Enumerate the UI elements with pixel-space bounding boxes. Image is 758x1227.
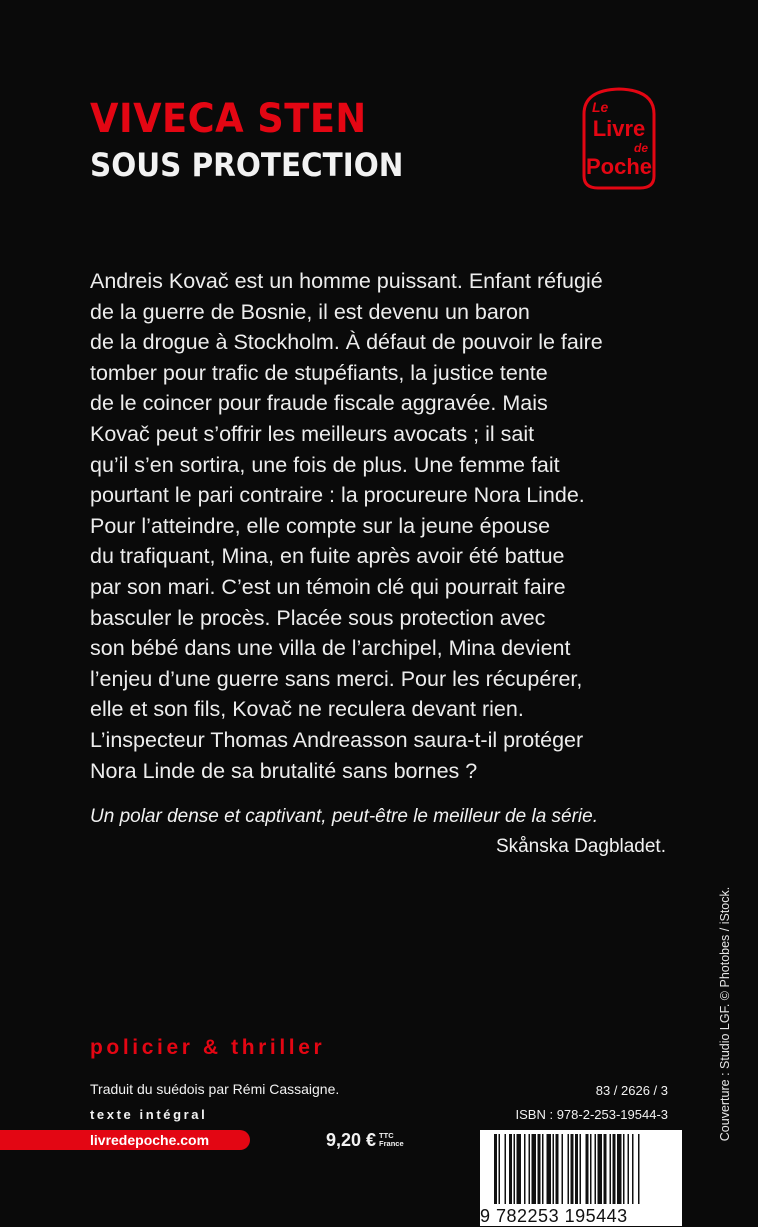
logo-line-de: de <box>634 141 649 155</box>
barcode-bar <box>632 1134 634 1204</box>
barcode-bar <box>571 1134 574 1204</box>
blurb-line: du trafiquant, Mina, en fuite après avoir été battue <box>90 544 565 569</box>
barcode-bar <box>604 1134 607 1204</box>
logo-line-livre: Livre <box>592 116 646 141</box>
le-livre-de-poche-logo-icon <box>578 84 660 194</box>
barcode-digits <box>480 1206 682 1227</box>
barcode-bar <box>524 1134 526 1204</box>
price-suffix-ttc: TTC <box>379 1131 394 1140</box>
barcode-bar <box>553 1134 555 1204</box>
barcode-bar <box>586 1134 589 1204</box>
barcode-bar <box>595 1134 597 1204</box>
barcode-bar <box>514 1134 516 1204</box>
barcode-bar <box>509 1134 512 1204</box>
translator-credit: Traduit du suédois par Rémi Cassaigne. <box>90 1081 340 1097</box>
price <box>326 1130 404 1151</box>
barcode-bar <box>623 1134 625 1204</box>
isbn-number: ISBN : 978-2-253-19544-3 <box>515 1107 668 1122</box>
barcode-digits-text: 9 782253 195443 <box>480 1206 628 1226</box>
cover-credit-text: Couverture : Studio LGF. © Photobes / iStock. <box>718 886 733 1142</box>
barcode-bar <box>638 1134 640 1204</box>
barcode-bar <box>494 1134 497 1204</box>
barcode-bar <box>529 1134 531 1204</box>
barcode-bar <box>547 1134 552 1204</box>
logo-line-le: Le <box>592 99 609 115</box>
blurb-line: Nora Linde de sa brutalité sans bornes ? <box>90 758 478 783</box>
review-quote: Un polar dense et captivant, peut-être le meilleur de la série. <box>90 806 598 827</box>
blurb-line: pourtant le pari contraire : la procureure Nora Linde. <box>90 483 585 508</box>
barcode-bar <box>562 1134 564 1204</box>
cover-credit <box>712 874 738 1154</box>
book-title: SOUS PROTECTION <box>90 146 404 184</box>
price-suffix <box>379 1132 404 1148</box>
website-link[interactable]: livredepoche.com <box>90 1132 210 1148</box>
barcode-bar <box>610 1134 612 1204</box>
barcode-bar <box>538 1134 541 1204</box>
blurb-line: l’enjeu d’une guerre sans merci. Pour les récupérer, <box>90 666 583 691</box>
blurb-line: L’inspecteur Thomas Andreasson saura-t-il protéger <box>90 727 584 752</box>
barcode-bar <box>517 1134 522 1204</box>
blurb-line: Kovač peut s’offrir les meilleurs avocats ; il sait <box>90 421 535 446</box>
author-name: VIVECA STEN <box>90 96 367 142</box>
price-value: 9,20 € <box>326 1130 377 1150</box>
barcode-bar <box>568 1134 570 1204</box>
blurb-line: tomber pour trafic de stupéfiants, la justice tente <box>90 360 548 385</box>
blurb-line: Pour l’atteindre, elle compte sur la jeune épouse <box>90 513 551 538</box>
barcode-bar <box>575 1134 578 1204</box>
barcode-bar <box>542 1134 544 1204</box>
blurb-line: elle et son fils, Kovač ne reculera devant rien. <box>90 697 524 722</box>
barcode-bar <box>499 1134 501 1204</box>
blurb-line: de la guerre de Bosnie, il est devenu un baron <box>90 299 530 324</box>
blurb-line: de la drogue à Stockholm. À défaut de pouvoir le faire <box>90 330 603 355</box>
barcode-bar <box>556 1134 559 1204</box>
genre-label: policier & thriller <box>90 1036 326 1059</box>
back-cover-blurb <box>90 266 650 786</box>
barcode-bar <box>628 1134 630 1204</box>
logo-line-poche: Poche <box>585 154 653 179</box>
blurb-line: de le coincer pour fraude fiscale aggravée. Mais <box>90 391 548 416</box>
blurb-line: basculer le procès. Placée sous protection avec <box>90 605 546 630</box>
barcode-bar <box>590 1134 592 1204</box>
barcode-bar <box>532 1134 537 1204</box>
blurb-line: par son mari. C’est un témoin clé qui pourrait faire <box>90 574 566 599</box>
price-suffix-country: France <box>379 1139 404 1148</box>
integral-text-label: texte intégral <box>90 1107 208 1122</box>
barcode-bar <box>580 1134 582 1204</box>
barcode-bar <box>613 1134 616 1204</box>
barcode-bar <box>617 1134 622 1204</box>
review-source: Skånska Dagbladet. <box>495 836 666 857</box>
blurb-line: Andreis Kovač est un homme puissant. Enfant réfugié <box>90 269 603 293</box>
barcode-bar <box>598 1134 603 1204</box>
barcode-bar <box>505 1134 507 1204</box>
blurb-line: son bébé dans une villa de l’archipel, Mina devient <box>90 636 571 661</box>
product-code: 83 / 2626 / 3 <box>595 1083 668 1098</box>
blurb-line: qu’il s’en sortira, une fois de plus. Une femme fait <box>90 452 560 477</box>
barcode <box>480 1130 682 1226</box>
